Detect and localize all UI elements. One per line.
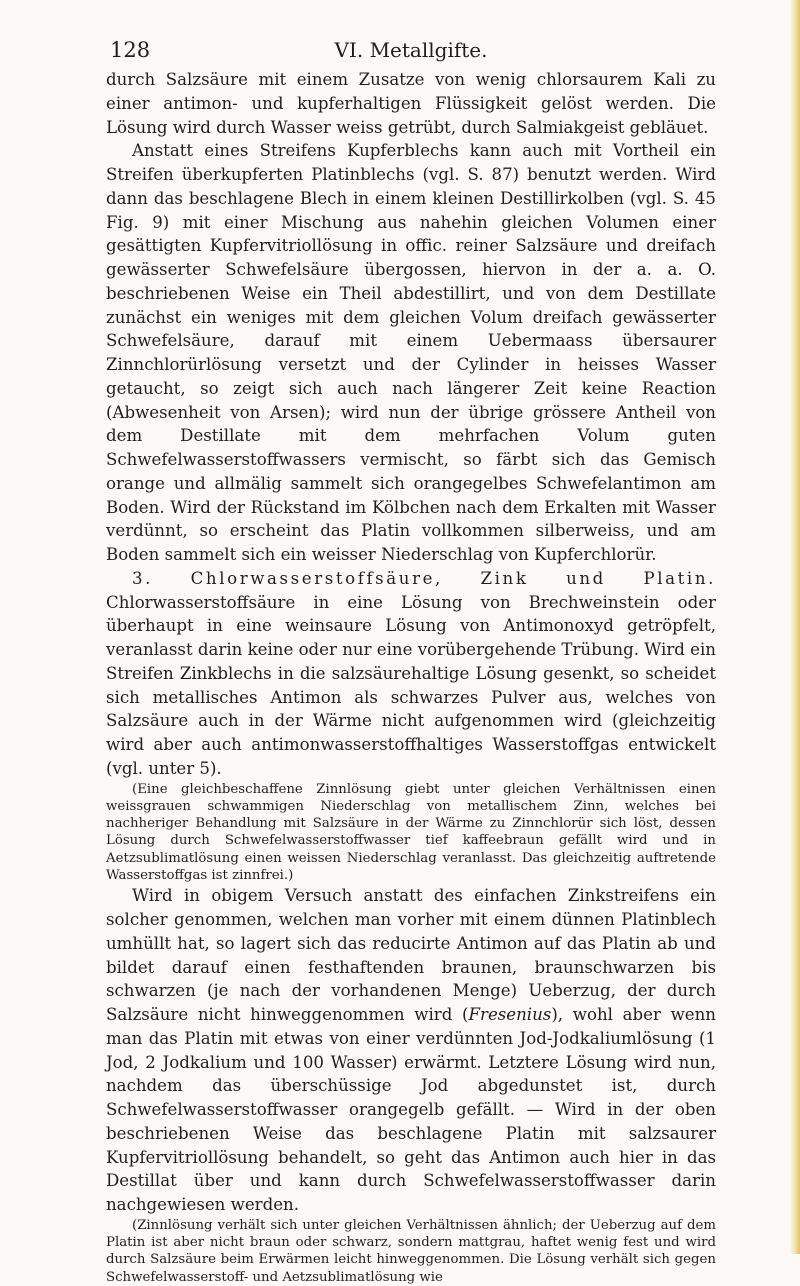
page-body — [106, 68, 716, 1286]
running-head: VI. Metallgifte. — [334, 38, 488, 62]
paragraph-2: Anstatt eines Streifens Kupferblechs kann auch mit Vortheil ein Streifen überkupferten Platinblechs (vgl. S. 87) benutzt werden. Wird dann das beschlagene Blech in einem kleinen Destillirkolben (vgl. S. 45 Fig. 9) mit einer Mischung aus nahehin gleichen Volumen einer gesättigten Kupfervitriollösung in offic. reiner Salzsäure und dreifach gewässerter Schwefelsäure übergossen, hiervon in der a. a. O. beschriebenen Weise ein Theil abdestillirt, und von dem Destillate zunächst ein weniges mit dem gleichen Volum dreifach gewässerter Schwefelsäure, darauf mit einem Uebermaass übersaurer Zinnchlorürlösung versetzt und der Cylinder in heisses Wasser getaucht, so zeigt sich auch nach längerer Zeit keine Reaction (Abwesenheit von Arsen); wird nun der übrige grössere Antheil von dem Destillate mit dem mehrfachen Volum guten Schwefelwasserstoffwassers vermischt, so färbt sich das Gemisch orange und allmälig sammelt sich orangegelbes Schwefelantimon am Boden. Wird der Rückstand im Kölbchen nach dem Erkalten mit Wasser verdünnt, so erscheint das Platin vollkommen silberweiss, und am Boden sammelt sich ein weisser Niederschlag von Kupferchlorür. — [106, 141, 716, 564]
paragraph-3 — [106, 567, 716, 781]
page-number: 128 — [110, 38, 151, 62]
page-edge — [790, 0, 800, 1254]
paragraph-4 — [106, 884, 716, 1217]
paragraph-4-text-a: Wird in obigem Versuch anstatt des einfachen Zinkstreifens ein solcher genommen, welchen man vorher mit einem dünnen Platinblech umhüllt hat, so lagert sich das reducirte Antimon auf das Platin ab und bildet darauf einen festhaftenden braunen, braunschwarzen bis schwarzen (je nach der vorhandenen Menge) Ueberzug, der durch Salzsäure nicht hinweggenommen wird ( — [106, 886, 716, 1025]
paragraph-1: durch Salzsäure mit einem Zusatze von wenig chlorsaurem Kali zu einer antimon- und kupferhaltigen Flüssigkeit gelöst werden. Die Lösung wird durch Wasser weiss getrübt, durch Salmiakgeist gebläuet. — [106, 70, 716, 137]
page-header — [106, 38, 716, 68]
section-heading: 3. Chlorwasserstoffsäure, Zink und Platin. — [132, 568, 716, 588]
note-2: (Zinnlösung verhält sich unter gleichen Verhältnissen ähnlich; der Ueberzug auf dem Platin ist aber nicht braun oder schwarz, sondern mattgrau, haftet wenig fest und wird durch Salzsäure beim Erwärmen leicht hinweggenommen. Die Lösung verhält sich gegen Schwefelwasserstoff- und Aetzsublimatlösung wie — [106, 1217, 716, 1285]
note-1: (Eine gleichbeschaffene Zinnlösung giebt unter gleichen Verhältnissen einen weissgrauen schwammigen Niederschlag von metallischem Zinn, welches bei nachheriger Behandlung mit Salzsäure in der Wärme zu Zinnchlorür sich löst, dessen Lösung durch Schwefelwasserstoffwasser tief kaffeebraun gefällt wird und in Aetzsublimatlösung einen weissen Niederschlag veranlasst. Das gleichzeitig auftretende Wasserstoffgas ist zinnfrei.) — [106, 781, 716, 883]
paragraph-3-text: Chlorwasserstoffsäure in eine Lösung von Brechweinstein oder überhaupt in eine weinsaure Lösung von Antimonoxyd getröpfelt, veranlasst darin keine oder nur eine vorübergehende Trübung. Wird ein Streifen Zinkblechs in die salzsäurehaltige Lösung gesenkt, so scheidet sich metallisches Antimon als schwarzes Pulver aus, welches von Salzsäure auch in der Wärme nicht aufgenommen wird (gleichzeitig wird aber auch antimonwasserstoffhaltiges Wasserstoffgas entwickelt (vgl. unter 5). — [106, 592, 716, 778]
paragraph-4-text-b: ), wohl aber wenn man das Platin mit etwas von einer verdünnten Jod-Jodkaliumlösung (1 Jod, 2 Jodkalium und 100 Wasser) erwärmt. Letztere Lösung wird nun, nachdem das überschüssige Jod abgedunstet ist, durch Schwefelwasserstoffwasser orangegelb gefällt. — Wird in der oben beschriebenen Weise das beschlagene Platin mit salzsaurer Kupfervitriollösung behandelt, so geht das Antimon auch hier in das Destillat über und kann durch Schwefelwasserstoffwasser darin nachgewiesen werden. — [106, 1005, 716, 1215]
author-name: Fresenius — [468, 1005, 552, 1025]
